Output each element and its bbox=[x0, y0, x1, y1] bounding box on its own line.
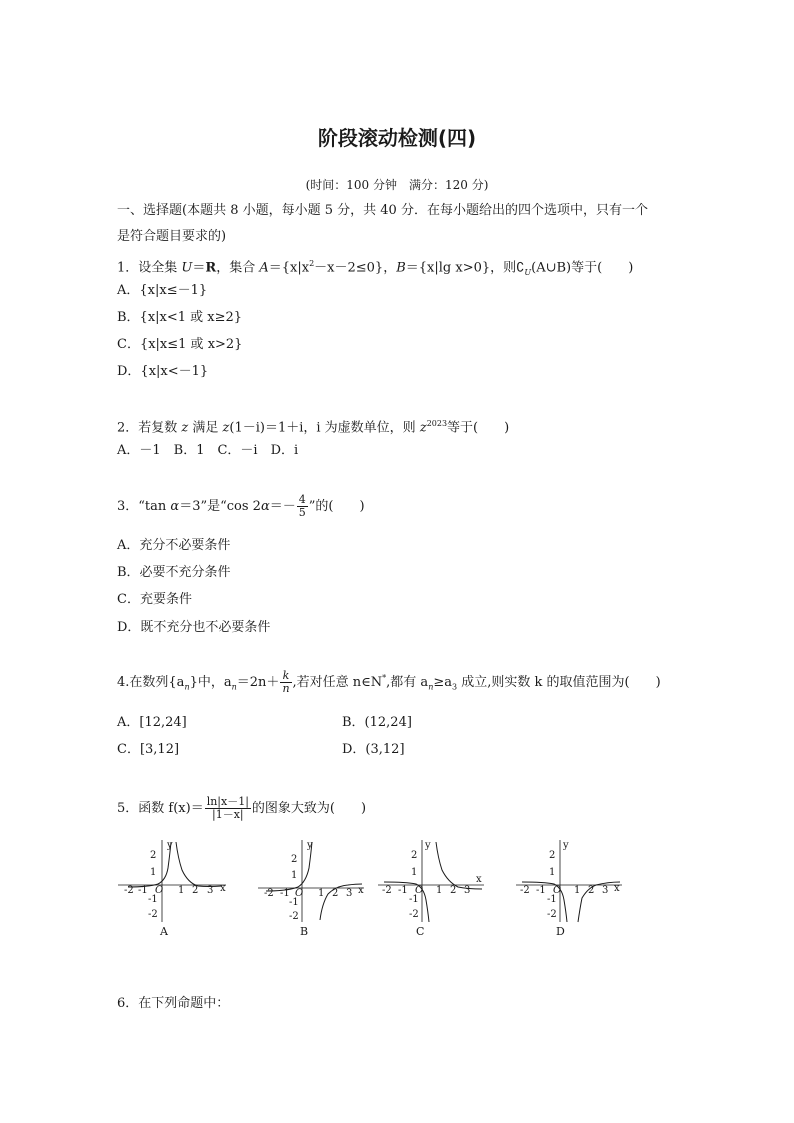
tick-x-1: 1 bbox=[574, 885, 581, 896]
x-axis-label: x bbox=[358, 885, 364, 896]
graph-a bbox=[118, 838, 228, 927]
graph-b bbox=[258, 838, 368, 927]
question-3-option-c: C．充要条件 bbox=[117, 592, 192, 607]
tick-y-2: 2 bbox=[150, 850, 157, 861]
question-4-option-b: B．(12,24] bbox=[342, 715, 412, 730]
y-axis-label: y bbox=[167, 840, 173, 851]
question-3-option-d: D．既不充分也不必要条件 bbox=[117, 620, 271, 635]
origin-label: O bbox=[155, 885, 164, 896]
y-axis-label: y bbox=[307, 840, 313, 851]
question-3-stem: 3．“tan α＝3”是“cos 2α＝－ $\frac{4}{5}$ ”的( ) bbox=[117, 493, 365, 519]
curve-right-branch bbox=[320, 884, 362, 920]
question-4-stem: 4.在数列$\{a_n\}$中，$a_n=2n+$ $\frac{k}{n}$ ,若对任意 n∈N*,都有 $a_n\ge a_3$ 成立,则实数 k 的取值范围为( ) bbox=[117, 669, 661, 695]
tick-x-1: 1 bbox=[436, 885, 443, 896]
curve-left-branch bbox=[128, 842, 171, 887]
question-1-option-d: D．{x|x<－1} bbox=[117, 364, 209, 379]
question-1-option-c: C．{x|x≤1 或 x>2} bbox=[117, 337, 243, 352]
tick-x-neg2: -2 bbox=[264, 888, 274, 899]
tick-x-neg2: -2 bbox=[520, 885, 530, 896]
origin-label: O bbox=[415, 885, 424, 896]
tick-y-neg1: -1 bbox=[289, 897, 299, 908]
tick-x-3: 3 bbox=[346, 888, 353, 899]
tick-y-2: 2 bbox=[549, 850, 556, 861]
tick-x-1: 1 bbox=[318, 888, 325, 899]
question-1-option-a: A．{x|x≤－1} bbox=[117, 283, 208, 298]
fraction-k-n: $\frac{k}{n}$ bbox=[282, 669, 290, 695]
question-2-options: A．－1 B．1 C．－i D．i bbox=[117, 443, 299, 458]
page-title: 阶段滚动检测(四) bbox=[317, 126, 477, 150]
graph-c-label: C bbox=[416, 925, 425, 938]
tick-y-neg2: -2 bbox=[148, 909, 158, 920]
tick-x-neg1: -1 bbox=[138, 885, 148, 896]
tick-y-1: 1 bbox=[150, 867, 157, 878]
tick-x-3: 3 bbox=[207, 885, 214, 896]
graph-c-svg bbox=[378, 838, 488, 923]
tick-x-3: 3 bbox=[602, 885, 609, 896]
tick-x-neg1: -1 bbox=[280, 888, 290, 899]
graph-a-svg bbox=[118, 838, 228, 923]
tick-x-neg2: -2 bbox=[382, 885, 392, 896]
exam-info: (时间：100 分钟 满分：120 分) bbox=[305, 178, 489, 192]
question-1-stem: 1．设全集 U＝R，集合 $A=\{x|x^2-x-2\le 0\}$，B＝{x|lg x>0}，则$∁_U(A\cup B)$等于( ) bbox=[117, 259, 634, 277]
question-1-option-b: B．{x|x<1 或 x≥2} bbox=[117, 310, 243, 325]
curve-right-branch bbox=[176, 842, 222, 887]
graph-d bbox=[516, 838, 626, 927]
tick-y-neg2: -2 bbox=[547, 909, 557, 920]
origin-label: O bbox=[553, 885, 562, 896]
tick-x-3: 3 bbox=[464, 885, 471, 896]
tick-x-neg1: -1 bbox=[536, 885, 546, 896]
tick-y-1: 1 bbox=[549, 867, 556, 878]
tick-x-2: 2 bbox=[332, 888, 339, 899]
graph-a-label: A bbox=[160, 925, 168, 938]
question-6-stem: 6．在下列命题中： bbox=[117, 996, 230, 1011]
tick-x-2: 2 bbox=[450, 885, 457, 896]
question-4-option-a: A．[12,24] bbox=[117, 715, 187, 730]
section-instruction-line1: 一、选择题(本题共 8 小题，每小题 5 分，共 40 分．在每小题给出的四个选项中，只有一个 bbox=[117, 203, 648, 218]
tick-y-1: 1 bbox=[291, 870, 298, 881]
x-axis-label: x bbox=[614, 883, 620, 894]
question-3-option-b: B．必要不充分条件 bbox=[117, 565, 231, 580]
tick-x-2: 2 bbox=[192, 885, 199, 896]
fraction-ln-abs: $\frac{\ln|x-1|}{|1-x|}$ bbox=[206, 795, 249, 821]
tick-x-neg2: -2 bbox=[124, 885, 134, 896]
question-3-option-a: A．充分不必要条件 bbox=[117, 538, 231, 553]
curve-left-branch bbox=[266, 842, 312, 891]
tick-y-1: 1 bbox=[411, 867, 418, 878]
tick-y-2: 2 bbox=[411, 850, 418, 861]
tick-y-neg1: -1 bbox=[148, 894, 158, 905]
tick-x-2: 2 bbox=[588, 885, 595, 896]
question-2-stem: 2．若复数 z 满足 z(1－i)＝1＋i，i 为虚数单位，则 $z^{2023}$等于( ) bbox=[117, 419, 510, 436]
question-4-option-d: D．(3,12] bbox=[342, 742, 405, 757]
section-instruction-line2: 是符合题目要求的) bbox=[117, 229, 227, 244]
graph-d-svg bbox=[516, 838, 626, 923]
tick-y-neg2: -2 bbox=[289, 911, 299, 922]
y-axis-label: y bbox=[563, 840, 569, 851]
fraction-4-5: $\frac{4}{5}$ bbox=[298, 493, 306, 519]
graph-c bbox=[378, 838, 488, 927]
question-4-option-c: C．[3,12] bbox=[117, 742, 180, 757]
tick-y-neg2: -2 bbox=[409, 909, 419, 920]
graph-b-svg bbox=[258, 838, 368, 923]
x-axis-label: x bbox=[476, 874, 482, 885]
origin-label: O bbox=[295, 888, 304, 899]
tick-y-neg1: -1 bbox=[409, 894, 419, 905]
y-axis-label: y bbox=[425, 840, 431, 851]
tick-y-2: 2 bbox=[291, 854, 298, 865]
tick-x-1: 1 bbox=[178, 885, 185, 896]
graph-b-label: B bbox=[300, 925, 309, 938]
tick-x-neg1: -1 bbox=[398, 885, 408, 896]
x-axis-label: x bbox=[220, 883, 226, 894]
graph-d-label: D bbox=[556, 925, 565, 938]
tick-y-neg1: -1 bbox=[547, 894, 557, 905]
question-5-stem: 5．函数 f(x)＝ $\frac{\ln|x-1|}{|1-x|}$ 的图象大致为( ) bbox=[117, 795, 367, 821]
